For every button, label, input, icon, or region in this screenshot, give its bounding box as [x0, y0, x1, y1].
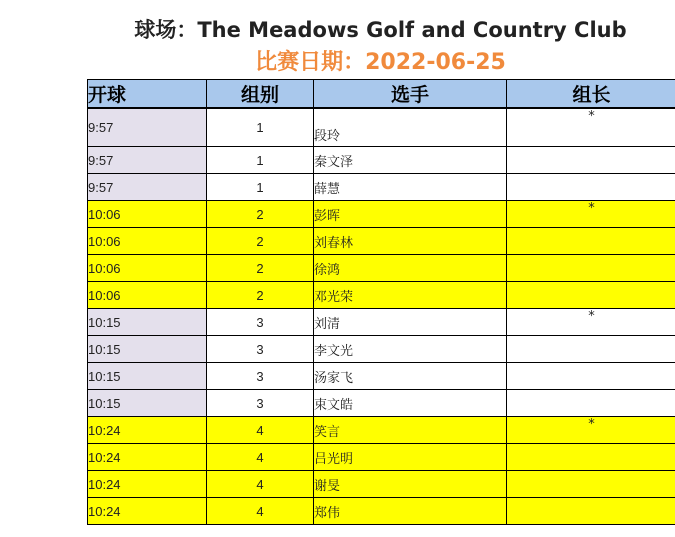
group-leader-cell[interactable] [507, 363, 675, 390]
tee-time-cell[interactable]: 10:24 [88, 471, 207, 498]
group-leader-cell[interactable] [507, 228, 675, 255]
group-cell[interactable]: 2 [207, 228, 314, 255]
tee-time-cell[interactable]: 10:06 [88, 201, 207, 228]
table-row [88, 498, 675, 525]
table-row [88, 471, 675, 498]
table-row [88, 336, 675, 363]
group-cell[interactable]: 2 [207, 201, 314, 228]
group-cell[interactable]: 3 [207, 390, 314, 417]
table-body [88, 108, 675, 525]
group-leader-cell[interactable]: * [507, 201, 675, 228]
group-leader-cell[interactable] [507, 174, 675, 201]
player-cell[interactable]: 秦文泽 [314, 147, 507, 174]
column-header-group[interactable]: 组别 [207, 80, 314, 109]
group-cell[interactable]: 2 [207, 255, 314, 282]
table-row [88, 108, 675, 147]
player-cell[interactable]: 邓光荣 [314, 282, 507, 309]
group-cell[interactable]: 4 [207, 498, 314, 525]
group-leader-cell[interactable] [507, 444, 675, 471]
player-cell[interactable]: 薛慧 [314, 174, 507, 201]
tee-time-cell[interactable]: 10:24 [88, 444, 207, 471]
player-cell[interactable]: 刘清 [314, 309, 507, 336]
group-leader-cell[interactable] [507, 336, 675, 363]
group-leader-cell[interactable] [507, 471, 675, 498]
table-row [88, 147, 675, 174]
player-cell[interactable]: 刘春林 [314, 228, 507, 255]
group-cell[interactable]: 3 [207, 309, 314, 336]
tee-time-cell[interactable]: 10:06 [88, 282, 207, 309]
table-row [88, 417, 675, 444]
tee-sheet-table [87, 79, 675, 525]
group-cell[interactable]: 1 [207, 174, 314, 201]
tee-time-cell[interactable]: 10:06 [88, 228, 207, 255]
column-header-player[interactable]: 选手 [314, 80, 507, 109]
table-row [88, 174, 675, 201]
group-cell[interactable]: 4 [207, 417, 314, 444]
match-date-title: 比赛日期：2022-06-25 [255, 50, 506, 75]
player-cell[interactable]: 笑言 [314, 417, 507, 444]
player-cell[interactable]: 徐鸿 [314, 255, 507, 282]
player-cell[interactable]: 吕光明 [314, 444, 507, 471]
player-cell[interactable]: 李文光 [314, 336, 507, 363]
group-leader-cell[interactable] [507, 255, 675, 282]
group-cell[interactable]: 4 [207, 444, 314, 471]
table-row [88, 282, 675, 309]
player-cell[interactable]: 彭晖 [314, 201, 507, 228]
group-cell[interactable]: 4 [207, 471, 314, 498]
tee-time-cell[interactable]: 10:15 [88, 363, 207, 390]
tee-time-cell[interactable]: 10:06 [88, 255, 207, 282]
player-cell[interactable]: 束文皓 [314, 390, 507, 417]
table-row [88, 363, 675, 390]
table-row [88, 309, 675, 336]
column-header-group-leader[interactable]: 组长 [507, 80, 675, 109]
table-row [88, 444, 675, 471]
group-cell[interactable]: 3 [207, 336, 314, 363]
tee-time-cell[interactable]: 10:24 [88, 498, 207, 525]
player-cell[interactable]: 郑伟 [314, 498, 507, 525]
group-leader-cell[interactable]: * [507, 309, 675, 336]
group-cell[interactable]: 2 [207, 282, 314, 309]
tee-time-cell[interactable]: 9:57 [88, 108, 207, 147]
group-leader-cell[interactable] [507, 390, 675, 417]
group-cell[interactable]: 1 [207, 147, 314, 174]
group-cell[interactable]: 3 [207, 363, 314, 390]
table-row [88, 255, 675, 282]
table-row [88, 201, 675, 228]
tee-time-cell[interactable]: 9:57 [88, 174, 207, 201]
group-leader-cell[interactable] [507, 147, 675, 174]
venue-title: 球场：The Meadows Golf and Country Club [134, 18, 627, 42]
group-cell[interactable]: 1 [207, 108, 314, 147]
player-cell[interactable]: 段玲 [314, 108, 507, 147]
column-header-tee-time[interactable]: 开球 [88, 80, 207, 109]
group-leader-cell[interactable] [507, 282, 675, 309]
player-cell[interactable]: 汤家飞 [314, 363, 507, 390]
tee-time-cell[interactable]: 10:24 [88, 417, 207, 444]
tee-time-cell[interactable]: 10:15 [88, 390, 207, 417]
player-cell[interactable]: 谢旻 [314, 471, 507, 498]
group-leader-cell[interactable] [507, 498, 675, 525]
group-leader-cell[interactable]: * [507, 417, 675, 444]
table-row [88, 228, 675, 255]
tee-time-cell[interactable]: 10:15 [88, 336, 207, 363]
table-row [88, 390, 675, 417]
group-leader-cell[interactable]: * [507, 108, 675, 147]
header-row [88, 80, 675, 109]
tee-time-cell[interactable]: 9:57 [88, 147, 207, 174]
tee-time-cell[interactable]: 10:15 [88, 309, 207, 336]
